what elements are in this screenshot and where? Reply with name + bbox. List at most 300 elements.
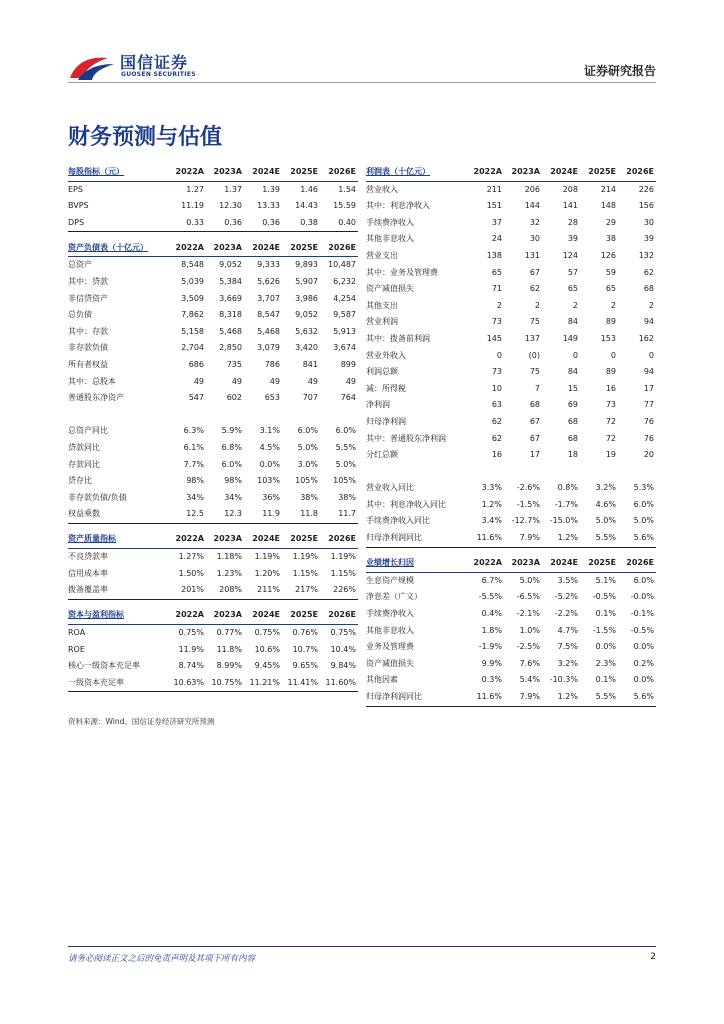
row-label: 净利润 — [366, 400, 390, 410]
table-row — [366, 215, 656, 232]
cell-value: 226 — [638, 184, 654, 194]
row-label: 资产减值损失 — [366, 658, 414, 668]
cell-value: 5.1% — [595, 575, 616, 585]
cell-value: 764 — [340, 393, 356, 403]
row-label: 手续费净收入 — [366, 217, 414, 227]
year-header: 2026E — [318, 531, 358, 548]
cell-value: 8.74% — [178, 661, 204, 671]
cell-value: 5.0% — [335, 459, 356, 469]
cell-value: 6.7% — [481, 575, 502, 585]
cell-value: -0.1% — [630, 608, 654, 618]
cell-value: 0.3% — [481, 675, 502, 685]
cell-value: 137 — [524, 333, 540, 343]
table-row — [366, 364, 656, 381]
cell-value — [318, 407, 358, 424]
table-row — [68, 181, 358, 198]
cell-value: 6,232 — [333, 277, 356, 287]
cell-value: 0.40 — [318, 215, 358, 232]
cell-value: 211 — [486, 184, 502, 194]
year-header: 2023A — [502, 164, 540, 181]
row-label: 手续费净收入 — [366, 608, 414, 618]
cell-value: 1.39 — [262, 184, 280, 194]
row-label: 营业收入 — [366, 184, 398, 194]
cell-value: 11.60% — [318, 675, 358, 692]
left-table-panel — [68, 164, 358, 692]
row-label: 其中：利息净收入 — [366, 201, 430, 211]
cell-value: 6.0% — [221, 459, 242, 469]
table-row — [366, 397, 656, 414]
year-header: 2026E — [616, 555, 656, 572]
table-row — [366, 281, 656, 298]
year-header: 2022A — [166, 240, 204, 257]
cell-value: 1.23% — [216, 568, 242, 578]
cell-value: -1.5% — [516, 499, 540, 509]
cell-value: 602 — [226, 393, 242, 403]
cell-value: 1.20% — [254, 568, 280, 578]
cell-value: 5,384 — [219, 277, 242, 287]
table-header-row — [68, 240, 358, 257]
cell-value: -15.0% — [549, 516, 578, 526]
cell-value: 62 — [491, 433, 502, 443]
cell-value: 6.0% — [297, 426, 318, 436]
year-header: 2025E — [280, 164, 318, 181]
cell-value: 151 — [486, 201, 502, 211]
cell-value: 6.0% — [335, 426, 356, 436]
cell-value: 68 — [529, 400, 540, 410]
row-label: 总负债 — [68, 310, 92, 320]
cell-value: 1.19% — [292, 552, 318, 562]
cell-value: 138 — [486, 250, 502, 260]
cell-value: 217% — [280, 582, 318, 599]
cell-value: 1.19% — [254, 552, 280, 562]
cell-value: 5.0% — [633, 516, 654, 526]
cell-value: 124 — [562, 250, 578, 260]
cell-value: 9.65% — [292, 661, 318, 671]
cell-value: 4.7% — [557, 625, 578, 635]
table-row — [366, 672, 656, 689]
cell-value: 7,862 — [181, 310, 204, 320]
page-number: 2 — [650, 952, 656, 962]
cell-value: 20 — [643, 450, 654, 460]
cell-value: 65 — [605, 284, 616, 294]
row-label: 手续费净收入同比 — [366, 516, 430, 526]
cell-value: 18 — [567, 450, 578, 460]
cell-value: 2 — [648, 300, 654, 310]
cell-value: 49 — [231, 376, 242, 386]
cell-value: 36% — [262, 492, 280, 502]
cell-value: 11.41% — [280, 675, 318, 692]
cell-value: 105% — [295, 476, 318, 486]
cell-value: 9,333 — [257, 260, 280, 270]
table-row — [366, 530, 656, 547]
spacer-cell — [68, 232, 358, 240]
cell-value: 0 — [496, 350, 502, 360]
cell-value: -0.0% — [630, 592, 654, 602]
cell-value: 9,052 — [219, 260, 242, 270]
cell-value: 11.6% — [464, 689, 502, 706]
year-header: 2025E — [578, 555, 616, 572]
cell-value: 226% — [318, 582, 358, 599]
cell-value: 32 — [529, 217, 540, 227]
cell-value: 686 — [188, 360, 204, 370]
cell-value: 0 — [610, 350, 616, 360]
cell-value: 201% — [166, 582, 204, 599]
cell-value: 62 — [643, 267, 654, 277]
cell-value: 98% — [224, 476, 242, 486]
cell-value: 1.0% — [519, 625, 540, 635]
year-header: 2025E — [280, 607, 318, 624]
row-label: 归母净利润 — [366, 416, 406, 426]
cell-value: 7.9% — [502, 689, 540, 706]
cell-value: -5.5% — [478, 592, 502, 602]
logo-english-name: GUOSEN SECURITIES — [121, 71, 196, 78]
header-divider — [68, 82, 656, 83]
section-title: 资产质量指标 — [68, 531, 166, 548]
row-label: 其中：拨备前利润 — [366, 333, 430, 343]
cell-value: 153 — [600, 333, 616, 343]
cell-value — [166, 407, 204, 424]
table-row — [68, 457, 358, 474]
left-tables — [68, 164, 358, 692]
table-row — [366, 381, 656, 398]
cell-value: 14.43 — [295, 201, 318, 211]
cell-value: 59 — [605, 267, 616, 277]
cell-value: 17 — [643, 383, 654, 393]
cell-value: 0.4% — [481, 608, 502, 618]
row-label: 一级资本充足率 — [68, 675, 166, 692]
row-label: ROA — [68, 627, 86, 637]
footer-divider — [68, 946, 656, 947]
cell-value: -1.9% — [478, 642, 502, 652]
cell-value: 5,626 — [257, 277, 280, 287]
cell-value: 6.3% — [183, 426, 204, 436]
cell-value: 12.3 — [204, 506, 242, 523]
cell-value: 38% — [338, 492, 356, 502]
cell-value: 7 — [534, 383, 540, 393]
cell-value: 3,420 — [295, 343, 318, 353]
row-label: 总资产同比 — [68, 426, 108, 436]
cell-value: 9,052 — [295, 310, 318, 320]
section-spacer — [68, 599, 358, 607]
cell-value: 15.59 — [333, 201, 356, 211]
row-label: 营业利润 — [366, 317, 398, 327]
row-label: 非存款负债 — [68, 343, 108, 353]
section-title: 资本与盈利指标 — [68, 607, 166, 624]
cell-value: 3.5% — [557, 575, 578, 585]
cell-value: 49 — [345, 376, 356, 386]
table-row — [68, 324, 358, 341]
cell-value: 1.15% — [330, 568, 356, 578]
cell-value: 30 — [529, 234, 540, 244]
cell-value: 131 — [524, 250, 540, 260]
cell-value: -2.1% — [516, 608, 540, 618]
report-header — [68, 44, 656, 84]
cell-value: 24 — [491, 234, 502, 244]
row-label: 其中：利息净收入同比 — [366, 499, 446, 509]
page-title: 财务预测与估值 — [68, 125, 223, 150]
cell-value: 11.8 — [280, 506, 318, 523]
row-label: EPS — [68, 184, 83, 194]
row-label — [68, 407, 166, 424]
year-header: 2024E — [540, 555, 578, 572]
cell-value: 3,674 — [333, 343, 356, 353]
cell-value: -1.7% — [554, 499, 578, 509]
cell-value: 841 — [302, 360, 318, 370]
table-row — [68, 374, 358, 391]
table-row — [366, 464, 656, 481]
cell-value: 3.4% — [481, 516, 502, 526]
cell-value: 7.7% — [183, 459, 204, 469]
spacer-cell — [68, 599, 358, 607]
table-row — [366, 348, 656, 365]
row-label: 其中：贷款 — [68, 277, 108, 287]
cell-value: 65 — [491, 267, 502, 277]
table-row — [68, 274, 358, 291]
cell-value: 1.54 — [338, 184, 356, 194]
table-row — [366, 298, 656, 315]
cell-value: 211% — [242, 582, 280, 599]
cell-value: 2 — [496, 300, 502, 310]
right-tables — [366, 164, 656, 707]
table-row — [68, 440, 358, 457]
cell-value: 16 — [605, 383, 616, 393]
cell-value: 0.36 — [242, 215, 280, 232]
cell-value: 7.9% — [502, 530, 540, 547]
cell-value: 10.7% — [292, 644, 318, 654]
table-header-row — [366, 555, 656, 572]
cell-value: 6.8% — [221, 443, 242, 452]
row-label: 分红总额 — [366, 450, 398, 460]
cell-value: 34% — [186, 492, 204, 502]
cell-value: 49 — [269, 376, 280, 386]
row-label: 非信贷资产 — [68, 293, 108, 303]
cell-value: 0.36 — [204, 215, 242, 232]
cell-value: 10.6% — [254, 644, 280, 654]
cell-value: 3,079 — [257, 343, 280, 353]
cell-value: 0.0% — [633, 675, 654, 685]
table-row — [366, 248, 656, 265]
row-label: 不良贷款率 — [68, 552, 108, 562]
cell-value: 1.27% — [178, 552, 204, 562]
cell-value: 73 — [605, 400, 616, 410]
cell-value: 5,158 — [181, 326, 204, 336]
cell-value: 4,254 — [333, 293, 356, 303]
cell-value: 98% — [186, 476, 204, 486]
table-header-row — [68, 531, 358, 548]
cell-value — [242, 407, 280, 424]
cell-value: 144 — [524, 201, 540, 211]
cell-value: 1.2% — [481, 499, 502, 509]
table-row — [68, 291, 358, 308]
cell-value: 5,039 — [181, 277, 204, 287]
table-row — [68, 549, 358, 566]
cell-value: 13.33 — [257, 201, 280, 211]
cell-value: 94 — [643, 317, 654, 327]
cell-value: 707 — [302, 393, 318, 403]
cell-value: 6.0% — [633, 499, 654, 509]
table-row — [68, 675, 358, 692]
cell-value: 76 — [643, 433, 654, 443]
row-label: 总资产 — [68, 260, 92, 270]
table-row — [366, 497, 656, 514]
cell-value: 0.38 — [280, 215, 318, 232]
table-row — [366, 589, 656, 606]
row-label: 其他因素 — [366, 675, 398, 685]
cell-value: 3.0% — [297, 459, 318, 469]
section-spacer — [68, 523, 358, 531]
cell-value: 10 — [491, 383, 502, 393]
cell-value: 3,509 — [181, 293, 204, 303]
cell-value — [464, 464, 502, 481]
cell-value: 0 — [648, 350, 654, 360]
cell-value: 126 — [600, 250, 616, 260]
cell-value: 67 — [529, 416, 540, 426]
cell-value: 0.77% — [216, 627, 242, 637]
table-row — [366, 314, 656, 331]
cell-value: 10,487 — [328, 260, 356, 270]
cell-value: 9.84% — [330, 661, 356, 671]
cell-value: 0.75% — [178, 627, 204, 637]
row-label — [366, 464, 464, 481]
table-row — [68, 357, 358, 374]
cell-value: 73 — [491, 317, 502, 327]
cell-value: 11.9 — [242, 506, 280, 523]
year-header: 2025E — [280, 240, 318, 257]
table-row — [366, 231, 656, 248]
cell-value: 29 — [605, 217, 616, 227]
cell-value: 5.4% — [519, 675, 540, 685]
row-label: 其中：业务及管理费 — [366, 267, 438, 277]
cell-value: 12.30 — [219, 201, 242, 211]
cell-value: 15 — [567, 383, 578, 393]
row-label: 所有者权益 — [68, 360, 108, 370]
cell-value — [540, 464, 578, 481]
cell-value: 0.0% — [633, 642, 654, 652]
cell-value: 1.50% — [178, 568, 204, 578]
cell-value: 11.21% — [242, 675, 280, 692]
row-label: 贷款同比 — [68, 443, 100, 452]
cell-value: 68 — [567, 416, 578, 426]
cell-value: 5.9% — [221, 426, 242, 436]
cell-value: 214 — [600, 184, 616, 194]
cell-value: 37 — [491, 217, 502, 227]
cell-value: 8,318 — [219, 310, 242, 320]
cell-value: 67 — [529, 433, 540, 443]
cell-value: -2.2% — [554, 608, 578, 618]
year-header: 2023A — [204, 607, 242, 624]
table-row — [366, 689, 656, 706]
cell-value: 0.75% — [254, 627, 280, 637]
cell-value: 71 — [491, 284, 502, 294]
table-row — [68, 566, 358, 583]
cell-value: 89 — [605, 317, 616, 327]
table-row — [366, 656, 656, 673]
cell-value: 103% — [257, 476, 280, 486]
cell-value: 653 — [264, 393, 280, 403]
table-row — [68, 215, 358, 232]
cell-value: 11.7 — [318, 506, 358, 523]
cell-value: 5,913 — [333, 326, 356, 336]
cell-value: 1.15% — [292, 568, 318, 578]
cell-value: 547 — [188, 393, 204, 403]
table-row — [68, 390, 358, 407]
cell-value: 5.3% — [633, 483, 654, 493]
row-label: 其他非息收入 — [366, 234, 414, 244]
cell-value: 5,468 — [219, 326, 242, 336]
guosen-logo-icon — [68, 52, 116, 82]
cell-value: 10.75% — [204, 675, 242, 692]
cell-value: 0.2% — [633, 658, 654, 668]
row-label: 权益乘数 — [68, 506, 166, 523]
cell-value: 7.5% — [557, 642, 578, 652]
cell-value: 94 — [643, 367, 654, 377]
row-label: 其中：总股本 — [68, 376, 116, 386]
cell-value: 5.5% — [578, 530, 616, 547]
row-label: 资产减值损失 — [366, 284, 414, 294]
table-header-row — [68, 607, 358, 624]
row-label: 贷存比 — [68, 476, 92, 486]
cell-value: 84 — [567, 367, 578, 377]
cell-value: 67 — [529, 267, 540, 277]
cell-value: 3.3% — [481, 483, 502, 493]
cell-value: 1.46 — [300, 184, 318, 194]
row-label: 归母净利润同比 — [366, 689, 464, 706]
cell-value: 9.45% — [254, 661, 280, 671]
cell-value — [616, 464, 656, 481]
row-label: 核心一级资本充足率 — [68, 661, 140, 671]
cell-value: 89 — [605, 367, 616, 377]
row-label: 拨备覆盖率 — [68, 582, 166, 599]
section-spacer — [68, 232, 358, 240]
cell-value: 63 — [491, 400, 502, 410]
cell-value: 11.9% — [178, 644, 204, 654]
cell-value: 9,587 — [333, 310, 356, 320]
right-table-panel — [366, 164, 656, 707]
section-title: 业绩增长归因 — [366, 555, 464, 572]
table-row — [68, 407, 358, 424]
table-row — [366, 431, 656, 448]
cell-value: 0.1% — [595, 608, 616, 618]
year-header: 2024E — [242, 240, 280, 257]
cell-value: 5,468 — [257, 326, 280, 336]
cell-value: -10.3% — [549, 675, 578, 685]
table-row — [366, 572, 656, 589]
footer-disclaimer: 请务必阅读正文之后的免责声明及其项下所有内容 — [68, 954, 256, 964]
cell-value: 2 — [572, 300, 578, 310]
year-header: 2023A — [204, 164, 242, 181]
logo-chinese-name: 国信证券 — [120, 53, 189, 72]
cell-value: 2 — [610, 300, 616, 310]
table-row — [366, 447, 656, 464]
row-label: 非存款负债/负债 — [68, 492, 127, 502]
cell-value: 149 — [562, 333, 578, 343]
cell-value: 62 — [529, 284, 540, 294]
row-label: 其他非息收入 — [366, 625, 414, 635]
cell-value — [204, 407, 242, 424]
year-header: 2026E — [616, 164, 656, 181]
cell-value: 17 — [529, 450, 540, 460]
year-header: 2022A — [166, 164, 204, 181]
cell-value: 899 — [340, 360, 356, 370]
row-label: 生息资产规模 — [366, 575, 414, 585]
cell-value: 5.0% — [297, 443, 318, 452]
cell-value: 9.9% — [481, 658, 502, 668]
table-row — [68, 473, 358, 490]
year-header: 2022A — [166, 607, 204, 624]
row-label: 其中：普通股东净利润 — [366, 433, 446, 443]
row-label: 减：所得税 — [366, 383, 406, 393]
cell-value — [280, 407, 318, 424]
